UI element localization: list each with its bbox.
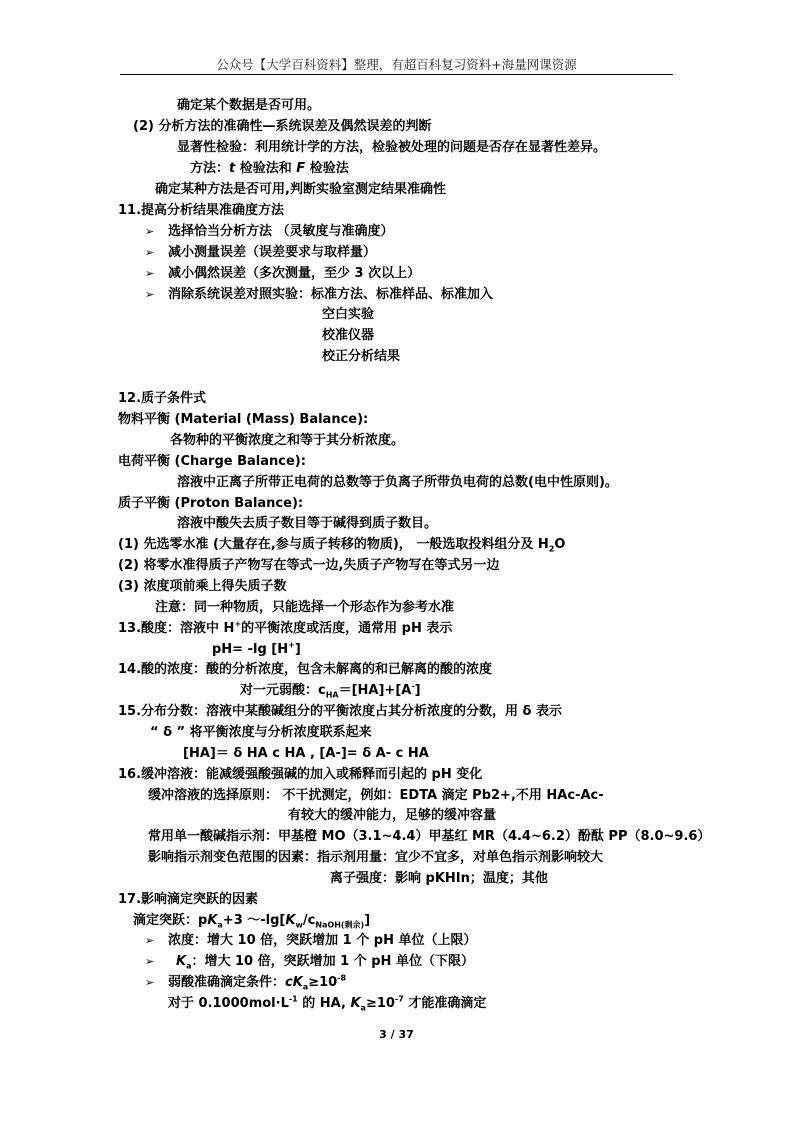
bullet-arrow-icon: ➢	[145, 288, 155, 301]
text-line: 确定某个数据是否可用。	[177, 98, 321, 113]
formula: 滴定突跃：$pK_a+3$ $\sim-\lg[K_w/c_{NaOH(剩余)}]$	[133, 913, 371, 930]
formula: 对一元弱酸：$c_{HA}=[HA]+[A^-]$	[240, 681, 421, 700]
list-item: 选择恰当分析方法 （灵敏度与准确度）	[168, 224, 394, 239]
text-line: 影响指示剂变色范围的因素：指示剂用量：宜少不宜多，对单色指示剂影响较大	[148, 850, 604, 865]
bullet-arrow-icon: ➢	[145, 267, 155, 280]
formula: pH= -lg [H+]	[212, 640, 301, 657]
text-line: “ δ ” 将平衡浓度与分析浓度联系起来	[150, 725, 372, 740]
page-number: 3 / 37	[379, 1028, 414, 1041]
list-item: 消除系统误差对照实验：标准方法、标准样品、标准加入	[168, 287, 494, 302]
list-item: $K_a$：增大 10 倍，突跃增加 1 个 pH 单位（下限）	[176, 954, 474, 971]
section-heading: 15.分布分数：溶液中某酸碱组分的平衡浓度占其分析浓度的分数，用 δ 表示	[118, 704, 563, 719]
text-line: 方法：t 检验法和 F 检验法	[190, 161, 349, 176]
section-heading: 16.缓冲溶液：能减缓强酸强碱的加入或稀释而引起的 pH 变化	[118, 767, 483, 782]
text-line: 校准仪器	[322, 328, 375, 343]
text-line: (3) 浓度项前乘上得失质子数	[118, 579, 287, 594]
text-line: 各物种的平衡浓度之和等于其分析浓度。	[170, 433, 405, 448]
bullet-arrow-icon: ➢	[145, 955, 155, 968]
list-item: 浓度：增大 10 倍，突跃增加 1 个 pH 单位（上限）	[168, 933, 477, 948]
text-line: 对于 $0.1000mol\cdot L^{-1}$ 的 HA, $K_a\ge 10^{-7}$ 才能准确滴定	[168, 994, 487, 1013]
text-line: 空白实验	[322, 307, 375, 322]
list-item: 弱酸准确滴定条件：$cK_a\ge 10^{-8}$	[168, 973, 347, 992]
text-line: 有较大的缓冲能力，足够的缓冲容量	[288, 808, 497, 823]
section-heading: 11.提高分析结果准确度方法	[118, 203, 285, 218]
text-line: 溶液中正离子所带正电荷的总数等于负离子所带负电荷的总数(电中性原则)。	[177, 475, 618, 490]
section-heading: 12.质子条件式	[118, 391, 207, 406]
bullet-arrow-icon: ➢	[145, 246, 155, 259]
text-line: 电荷平衡 (Charge Balance):	[118, 454, 306, 469]
text-line: 缓冲溶液的选择原则： 不干扰测定，例如：EDTA 滴定 Pb2+,不用 HAc-Ac-	[148, 788, 604, 803]
bullet-arrow-icon: ➢	[145, 976, 155, 989]
text-line: 确定某种方法是否可用,判断实验室测定结果准确性	[155, 182, 446, 197]
bullet-arrow-icon: ➢	[145, 934, 155, 947]
section-heading: 17.影响滴定突跃的因素	[118, 892, 259, 907]
text-line: 注意：同一种物质，只能选择一个形态作为参考水准	[155, 600, 455, 615]
text-line: 质子平衡 (Proton Balance):	[118, 496, 304, 511]
text-line: 溶液中酸失去质子数目等于碱得到质子数目。	[177, 516, 438, 531]
header-rule	[120, 74, 673, 75]
list-item: 减小偶然误差（多次测量，至少 3 次以上）	[168, 266, 421, 281]
formula: [HA]＝ δ HA c HA , [A-]= δ A- c HA	[183, 746, 429, 761]
text-line: 显著性检验：利用统计学的方法，检验被处理的问题是否存在显著性差异。	[177, 140, 607, 155]
text-line: 常用单一酸碱指示剂：甲基橙 MO（3.1~4.4）甲基红 MR（4.4~6.2）酚酞 PP（8.0~9.6）	[148, 829, 711, 844]
section-heading: 13.酸度：溶液中 H+的平衡浓度或活度，通常用 pH 表示	[118, 619, 453, 636]
bullet-arrow-icon: ➢	[145, 225, 155, 238]
text-line: (2) 将零水准得质子产物写在等式一边,失质子产物写在等式另一边	[118, 558, 500, 573]
page-header: 公众号【大学百科资料】整理，有超百科复习资料+海量网课资源	[216, 57, 577, 72]
text-line: 物料平衡 (Material (Mass) Balance):	[118, 412, 369, 427]
text-line: (2) 分析方法的准确性—系统误差及偶然误差的判断	[133, 119, 432, 134]
section-heading: 14.酸的浓度：酸的分析浓度，包含未解离的和已解离的酸的浓度	[118, 662, 493, 677]
text-line: 校正分析结果	[322, 349, 401, 364]
text-line: (1) 先选零水准 (大量存在,参与质子转移的物质)， 一般选取投料组分及 $H_2O$	[118, 537, 566, 554]
text-line: 离子强度：影响 pKHIn；温度；其他	[330, 871, 548, 886]
list-item: 减小测量误差（误差要求与取样量）	[168, 245, 377, 260]
